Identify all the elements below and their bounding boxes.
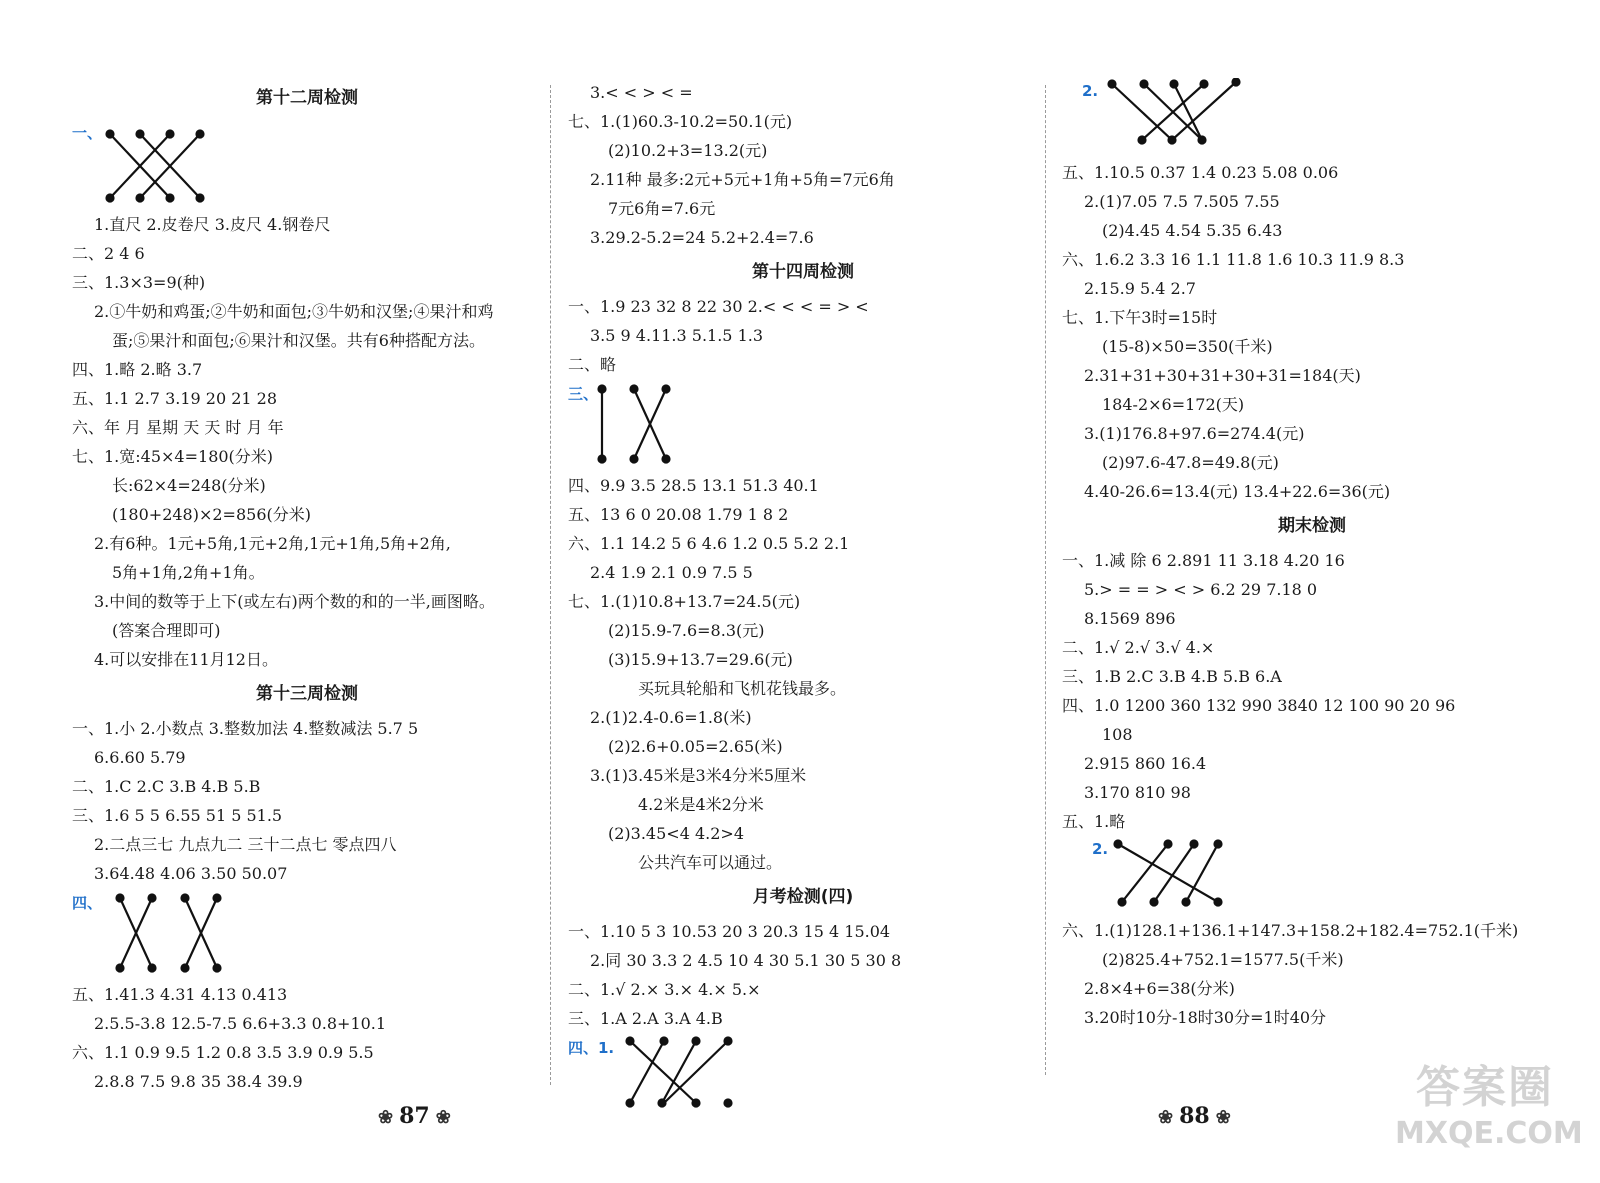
- answer-line: 8.1569 896: [1084, 609, 1176, 628]
- answer-line: 2.11种 最多:2元+5元+1角+5角=7元6角: [590, 170, 895, 189]
- answer-line: 六、1.1 0.9 9.5 1.2 0.8 3.5 3.9 0.9 5.5: [72, 1043, 374, 1062]
- answer-line: 一、1.9 23 32 8 22 30 2.< < < = > <: [568, 297, 869, 316]
- section-title-final-exam: 期末检测: [1278, 516, 1346, 536]
- answer-line: 六、1.1 14.2 5 6 4.6 1.2 0.5 5.2 2.1: [568, 534, 850, 553]
- answer-line: 3.(1)3.45米是3米4分米5厘米: [590, 766, 807, 785]
- answer-line: 三、1.A 2.A 3.A 4.B: [568, 1009, 723, 1028]
- answer-line: (2)3.45<4 4.2>4: [608, 824, 744, 843]
- answer-line: 五、1.1 2.7 3.19 20 21 28: [72, 389, 278, 408]
- figure-label: 2.: [1082, 82, 1099, 100]
- page-number-right: [1152, 1103, 1237, 1129]
- answer-line: 二、1.√ 2.× 3.× 4.× 5.×: [568, 980, 761, 999]
- answer-line: 3.< < > < =: [590, 83, 693, 102]
- answer-line: 2.5.5-3.8 12.5-7.5 6.6+3.3 0.8+10.1: [94, 1014, 387, 1033]
- figure-label: 三、: [568, 385, 599, 403]
- answer-line: 二、略: [568, 355, 617, 374]
- flower-ornament-icon: ❀: [1158, 1107, 1174, 1128]
- matching-figure-monthly4: [568, 1033, 1038, 1113]
- answer-line: 三、1.3×3=9(种): [72, 273, 206, 292]
- flower-ornament-icon: ❀: [378, 1107, 394, 1128]
- flower-ornament-icon: ❀: [1215, 1107, 1231, 1128]
- answer-line: 4.可以安排在11月12日。: [94, 650, 278, 669]
- answer-line: (3)15.9+13.7=29.6(元): [608, 650, 793, 669]
- answer-line: 五、13 6 0 20.08 1.79 1 8 2: [568, 505, 789, 524]
- answer-line: 3.中间的数等于上下(或左右)两个数的和的一半,画图略。: [94, 592, 495, 611]
- answer-line: 2.8×4+6=38(分米): [1084, 979, 1235, 998]
- answer-line: 184-2×6=172(天): [1102, 395, 1245, 414]
- answer-line: 公共汽车可以通过。: [638, 853, 783, 872]
- matching-lines-week12: [102, 118, 262, 210]
- answer-line: 6.6.60 5.79: [94, 748, 186, 767]
- answer-line: 七、1.下午3时=15时: [1062, 308, 1218, 327]
- matching-figure-week14: [568, 379, 1038, 471]
- answer-line: 蛋;⑤果汁和面包;⑥果汁和汉堡。共有6种搭配方法。: [112, 331, 485, 350]
- answer-line: (答案合理即可): [112, 621, 221, 640]
- answer-line: 2.31+31+30+31+30+31=184(天): [1084, 366, 1361, 385]
- answer-line: 7元6角=7.6元: [608, 199, 716, 218]
- matching-figure-week12: [72, 118, 542, 210]
- column-middle: [568, 78, 1038, 1113]
- answer-line: 4.40-26.6=13.4(元) 13.4+22.6=36(元): [1084, 482, 1391, 501]
- answer-line: 5.> = = > < > 6.2 29 7.18 0: [1084, 580, 1318, 599]
- answer-line: 2.有6种。1元+5角,1元+2角,1元+1角,5角+2角,: [94, 534, 451, 553]
- answer-line: 二、1.√ 2.√ 3.√ 4.×: [1062, 638, 1215, 657]
- answer-line: (2)97.6-47.8=49.8(元): [1102, 453, 1279, 472]
- answer-line: 2.同 30 3.3 2 4.5 10 4 30 5.1 30 5 30 8: [590, 951, 902, 970]
- answer-line: 买玩具轮船和飞机花钱最多。: [638, 679, 847, 698]
- answer-line: 2.8.8 7.5 9.8 35 38.4 39.9: [94, 1072, 303, 1091]
- matching-figure-final: [1062, 836, 1562, 916]
- answer-line: 3.64.48 4.06 3.50 50.07: [94, 864, 288, 883]
- matching-figure-monthly4-q2: [1062, 78, 1562, 158]
- answer-line: 3.170 810 98: [1084, 783, 1191, 802]
- section-title-week13: 第十三周检测: [256, 684, 358, 704]
- answer-line: 4.2米是4米2分米: [638, 795, 764, 814]
- watermark-title: 答案圈: [1416, 1062, 1554, 1113]
- flower-ornament-icon: ❀: [435, 1107, 451, 1128]
- answer-line: 2.(1)7.05 7.5 7.505 7.55: [1084, 192, 1280, 211]
- answer-line: 3.29.2-5.2=24 5.2+2.4=7.6: [590, 228, 814, 247]
- figure-label: 四、: [72, 894, 103, 912]
- answer-line: (2)10.2+3=13.2(元): [608, 141, 768, 160]
- answer-line: 一、1.10 5 3 10.53 20 3 20.3 15 4 15.04: [568, 922, 891, 941]
- answer-line: (2)2.6+0.05=2.65(米): [608, 737, 783, 756]
- answer-line: 3.(1)176.8+97.6=274.4(元): [1084, 424, 1305, 443]
- answer-line: 一、1.减 除 6 2.891 11 3.18 4.20 16: [1062, 551, 1345, 570]
- column-divider-right: [1045, 85, 1046, 1075]
- answer-line: 二、1.C 2.C 3.B 4.B 5.B: [72, 777, 261, 796]
- answer-line: 七、1.宽:45×4=180(分米): [72, 447, 274, 466]
- answer-line: 六、年 月 星期 天 天 时 月 年: [72, 418, 284, 437]
- answer-line: (180+248)×2=856(分米): [112, 505, 311, 524]
- answer-line: (2)15.9-7.6=8.3(元): [608, 621, 765, 640]
- column-divider-left: [550, 85, 551, 1085]
- figure-label: 四、1.: [568, 1039, 615, 1057]
- answer-line: 七、1.(1)60.3-10.2=50.1(元): [568, 112, 793, 131]
- page-number-left: [372, 1103, 457, 1129]
- answer-line: 三、1.6 5 5 6.55 51 5 51.5: [72, 806, 283, 825]
- column-right: [1062, 78, 1562, 1032]
- page-number-value: 87: [399, 1103, 430, 1129]
- answer-line: 一、1.小 2.小数点 3.整数加法 4.整数减法 5.7 5: [72, 719, 419, 738]
- answer-line: (2)825.4+752.1=1577.5(千米): [1102, 950, 1344, 969]
- answer-line: 六、1.(1)128.1+136.1+147.3+158.2+182.4=752.1(千米): [1062, 921, 1519, 940]
- converging-lines-figure: [1102, 78, 1302, 158]
- figure-label: 一、: [72, 124, 103, 142]
- answer-line: 2.(1)2.4-0.6=1.8(米): [590, 708, 752, 727]
- answer-line: 三、1.B 2.C 3.B 4.B 5.B 6.A: [1062, 667, 1282, 686]
- answer-line: 二、2 4 6: [72, 244, 145, 263]
- answer-line: 2.二点三七 九点九二 三十二点七 零点四八: [94, 835, 397, 854]
- cross-lines-week13: [102, 888, 282, 980]
- answer-line: 2.15.9 5.4 2.7: [1084, 279, 1196, 298]
- answer-line: 五、1.41.3 4.31 4.13 0.413: [72, 985, 288, 1004]
- answer-line: 长:62×4=248(分米): [112, 476, 266, 495]
- answer-line: 七、1.(1)10.8+13.7=24.5(元): [568, 592, 801, 611]
- answer-line: (2)4.45 4.54 5.35 6.43: [1102, 221, 1283, 240]
- parallel-lines-figure: [1106, 836, 1306, 916]
- column-left: [72, 78, 542, 1096]
- answer-line: 四、1.略 2.略 3.7: [72, 360, 203, 379]
- section-title-monthly-test-4: 月考检测(四): [752, 887, 854, 907]
- answer-line: 四、9.9 3.5 28.5 13.1 51.3 40.1: [568, 476, 819, 495]
- watermark-url: MXQE.COM: [1395, 1116, 1583, 1151]
- answer-line: 四、1.0 1200 360 132 990 3840 12 100 90 20 96: [1062, 696, 1456, 715]
- matching-figure-week13: [72, 888, 542, 980]
- section-title-week12: 第十二周检测: [256, 88, 358, 108]
- answer-line: (15-8)×50=350(千米): [1102, 337, 1273, 356]
- answer-line: 五、1.略: [1062, 812, 1126, 831]
- matching-lines-monthly4: [618, 1033, 798, 1113]
- answer-line: 5角+1角,2角+1角。: [112, 563, 265, 582]
- lines-figure-week14: [592, 379, 732, 471]
- answer-line: 3.5 9 4.11.3 5.1.5 1.3: [590, 326, 764, 345]
- answer-line: 六、1.6.2 3.3 16 1.1 11.8 1.6 10.3 11.9 8.3: [1062, 250, 1405, 269]
- figure-label: 2.: [1092, 840, 1109, 858]
- answer-line: 2.4 1.9 2.1 0.9 7.5 5: [590, 563, 753, 582]
- answer-line: 108: [1102, 725, 1133, 744]
- answer-line: 1.直尺 2.皮卷尺 3.皮尺 4.钢卷尺: [94, 215, 331, 234]
- answer-line: 五、1.10.5 0.37 1.4 0.23 5.08 0.06: [1062, 163, 1339, 182]
- answer-line: 2.915 860 16.4: [1084, 754, 1207, 773]
- section-title-week14: 第十四周检测: [752, 262, 854, 282]
- answer-line: 3.20时10分-18时30分=1时40分: [1084, 1008, 1327, 1027]
- site-watermark: [1395, 1060, 1583, 1170]
- page-number-value: 88: [1179, 1103, 1210, 1129]
- answer-line: 2.①牛奶和鸡蛋;②牛奶和面包;③牛奶和汉堡;④果汁和鸡: [94, 302, 494, 321]
